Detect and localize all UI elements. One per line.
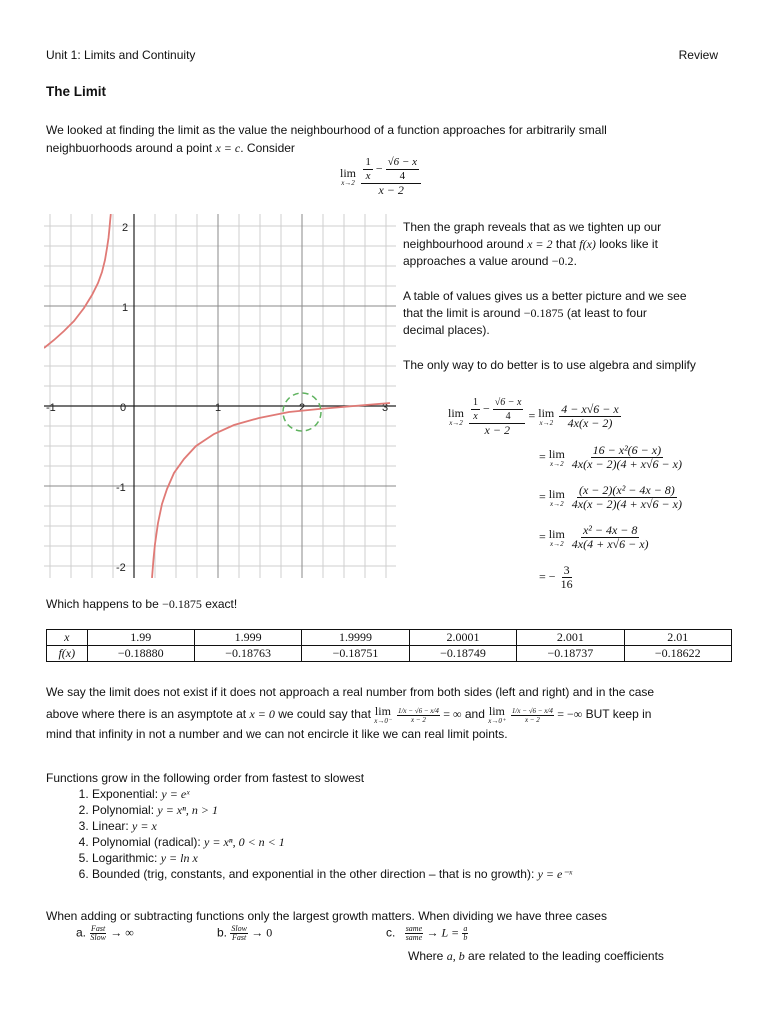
table-cell: 2.0001 xyxy=(409,630,516,646)
x-tick-label-2: 2 xyxy=(299,402,306,414)
x-tick-label-neg1: -1 xyxy=(46,402,56,414)
table-cell: 2.01 xyxy=(624,630,731,646)
x-tick-label-0: 0 xyxy=(120,402,127,414)
algebra-step-3: = lim x→2 $\frac{\text{(x − 2)(x² − 4x − 8)}}{4x(x - 2)(4 + x√6 - x)}$ xyxy=(539,483,682,511)
intro-line-1: We looked at finding the limit as the value the neighbourhood of a function approaches for arbitrarily small xyxy=(46,123,607,137)
algebra-step-4: = lim x→2 $\frac{\text{x² − 4x − 8}}{4x(4 + x√6 - x)}$ xyxy=(539,523,649,551)
list-item: 1. Exponential: y = eˣ xyxy=(92,786,736,802)
table-cell: −0.18751 xyxy=(302,646,409,662)
table-cell: −0.18737 xyxy=(517,646,624,662)
unit-title: Unit 1: Limits and Continuity xyxy=(46,48,196,62)
y-tick-label-2: 2 xyxy=(122,222,129,234)
graph-grid xyxy=(44,214,396,578)
case-c-note: Where a, b are related to the leading coefficients xyxy=(408,949,664,963)
list-item: 2. Polynomial: y = xⁿ, n > 1 xyxy=(92,802,736,818)
growth-order-section: Functions grow in the following order from fastest to slowest 1. Exponential: y = eˣ 2. Polynomial: y = xⁿ, n > 1 3. Linear: y = x 4. Polynomial (radical): y = xⁿ, 0 < n < 1 5. Logarithmic: y = ln x 6. Bounded (trig, constants, and exponential in the other direction – that is no growth): y = e⁻ˣ xyxy=(46,770,736,882)
x-tick-label-3: 3 xyxy=(382,402,389,414)
section-title: The Limit xyxy=(46,84,106,99)
table-cell: f(x) xyxy=(47,646,88,662)
table-cell: −0.18880 xyxy=(87,646,194,662)
case-b: b. $\frac{\text{Slow}}{\text{Fast}}$ → 0 xyxy=(217,924,273,942)
values-table xyxy=(46,629,732,662)
growth-order-list xyxy=(46,786,736,882)
section-label: Review xyxy=(678,48,718,62)
limit-dne-paragraph: We say the limit does not exist if it does not approach a real number from both sides (left and right) and in the case above where there is an asymptote at x = 0 we could say that lim x→0⁻ $\frac{1/x - √6 - x/4}{x - 2}$ = ∞ and lim x→0⁺ $\frac{1/x - √6 - x/4}{x - 2}$ = −∞ BUT keep in mind that infinity in not a number and we can not encircle it like we can real limit points. xyxy=(46,685,655,741)
table-cell: 1.99 xyxy=(87,630,194,646)
list-item: 4. Polynomial (radical): y = xⁿ, 0 < n < 1 xyxy=(92,834,736,850)
table-cell: 1.9999 xyxy=(302,630,409,646)
table-cell: −0.18622 xyxy=(624,646,731,662)
list-item: 3. Linear: y = x xyxy=(92,818,736,834)
x-tick-label-1: 1 xyxy=(215,402,222,414)
case-c: c. $\frac{\text{same}}{\text{same}}$ → L = $\frac{a}{b}$ xyxy=(386,924,468,942)
table-cell: −0.18763 xyxy=(194,646,301,662)
exact-note: Which happens to be −0.1875 exact! xyxy=(46,597,238,611)
table-cell: x xyxy=(47,630,88,646)
division-cases-intro: When adding or subtracting functions only the largest growth matters. When dividing we have three cases xyxy=(46,909,607,923)
algebra-result: = − $\frac{3}{16}$ xyxy=(539,563,573,591)
algebra-intro: The only way to do better is to use algebra and simplify xyxy=(403,358,696,372)
list-item: 5. Logarithmic: y = ln x xyxy=(92,850,736,866)
algebra-step-1: lim x→2 $\frac{1}{x}$ − $\frac{√6 - x}{4}$ x − 2 = lim x→2 $\frac{4 - x√6 - x}{4x(x - 2)}$ xyxy=(448,397,619,437)
table-cell: 2.001 xyxy=(517,630,624,646)
y-tick-label-neg1: -1 xyxy=(116,482,126,494)
list-item: 6. Bounded (trig, constants, and exponential in the other direction – that is no growth): y = e⁻ˣ xyxy=(92,866,736,882)
main-limit-expression: lim x→2 $\frac{1}{x}$ − $\frac{√6 - x}{4}$ x − 2 xyxy=(340,156,421,197)
curve-right-branch xyxy=(152,403,390,578)
case-a: a. $\frac{\text{Fast}}{\text{Slow}}$ → ∞ xyxy=(76,924,134,942)
function-graph xyxy=(44,214,396,578)
graph-major-grid xyxy=(44,214,396,578)
table-explanation-paragraph: A table of values gives us a better picture and we see that the limit is around −0.1875 (at least to four decimal places). xyxy=(403,289,687,337)
algebra-step-2: = lim x→2 $\frac{\text{16 − x²(6 − x)}}{4x(x - 2)(4 + x√6 - x)}$ xyxy=(539,443,682,471)
table-cell: −0.18749 xyxy=(409,646,516,662)
table-cell: 1.999 xyxy=(194,630,301,646)
y-tick-label-neg2: -2 xyxy=(116,562,126,574)
y-tick-label-1: 1 xyxy=(122,302,129,314)
graph-explanation-paragraph: Then the graph reveals that as we tighten up our neighbourhood around x = 2 that f(x) looks like it approaches a value around −0.2. xyxy=(403,220,662,268)
intro-line-2: neighbuorhoods around a point x = c. Consider xyxy=(46,141,295,155)
table-row xyxy=(47,630,732,646)
table-row xyxy=(47,646,732,662)
curve-left-branch xyxy=(44,214,111,348)
intro-paragraph xyxy=(46,121,726,157)
